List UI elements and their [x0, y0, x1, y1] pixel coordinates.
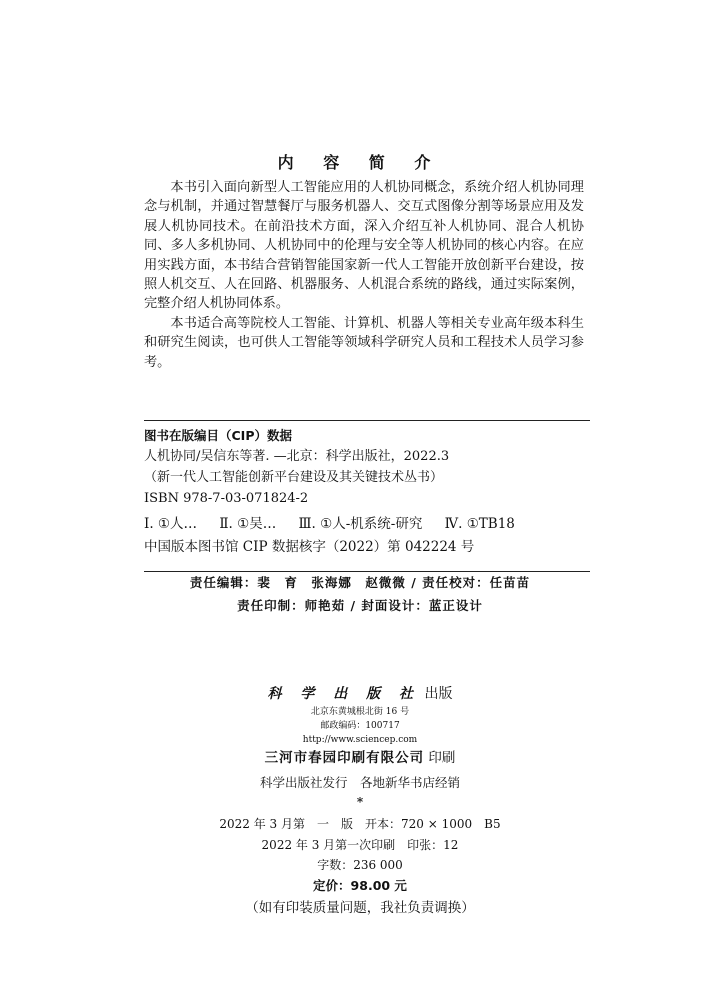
separator: *	[356, 795, 364, 809]
intro-paragraph: 本书适合高等院校人工智能、计算机、机器人等相关专业高年级本科生和研究生阅读，也可供人工智能等领域科学研究人员和工程技术人员学习参考。	[144, 315, 584, 370]
intro-title: 内 容 简 介	[277, 153, 443, 172]
printer-suffix: 印刷	[428, 750, 456, 766]
divider	[144, 571, 590, 572]
cip-classification	[144, 513, 590, 535]
printer-line	[0, 746, 720, 766]
staff-production: 责任印制：师艳茹 / 封面设计：蓝正设计	[237, 598, 483, 613]
publisher-address: 北京东黄城根北街 16 号	[310, 707, 410, 717]
quality-notice: （如有印装质量问题，我社负责调换）	[245, 900, 475, 916]
printing-line: 2022 年 3 月第一次印刷 印张：12	[261, 838, 459, 852]
publisher-name: 科 学 出 版 社	[267, 686, 421, 702]
cip-class-item: Ⅰ. ①人…	[144, 516, 198, 532]
cip-record: 中国版本图书馆 CIP 数据核字（2022）第 042224 号	[144, 539, 475, 555]
staff-editors: 责任编辑：裴 育 张海娜 赵微微 / 责任校对：任苗苗	[189, 575, 531, 590]
intro-paragraph: 本书引入面向新型人工智能应用的人机协同概念，系统介绍人机协同理念与机制，并通过智慧餐厅与服务机器人、交互式图像分割等场景应用及发展人机协同技术。在前沿技术方面，深入介绍互补人机协同、混合人机协同、多人多机协同、人机协同中的伦理与安全等人机协同的核心内容。在应用实践方面，本书结合营销智能国家新一代人工智能开放创新平台建设，按照人机交互、人在回路、机器服务、人机混合系统的路线，通过实际案例，完整介绍人机协同体系。	[144, 180, 584, 312]
printer-name: 三河市春园印刷有限公司	[264, 750, 425, 766]
intro-body	[144, 178, 584, 372]
cip-line: （新一代人工智能创新平台建设及其关键技术丛书）	[144, 470, 444, 485]
cip-class-item: Ⅲ. ①人-机系统-研究	[298, 516, 423, 532]
cip-block	[144, 426, 590, 558]
cip-line: 人机协同/吴信东等著. —北京：科学出版社，2022.3	[144, 449, 450, 464]
word-count: 字数：236 000	[317, 858, 403, 872]
divider	[144, 420, 590, 421]
publisher-url: http://www.sciencep.com	[302, 735, 418, 745]
publisher-suffix: 出版	[424, 686, 453, 702]
cip-class-item: Ⅱ. ①吴…	[219, 516, 277, 532]
cip-line: ISBN 978-7-03-071824-2	[144, 491, 309, 506]
edition-line: 2022 年 3 月第 一 版 开本：720 × 1000 B5	[219, 817, 501, 831]
publisher-postcode: 邮政编码：100717	[320, 721, 400, 731]
publisher-line	[0, 683, 720, 703]
cip-heading: 图书在版编目（CIP）数据	[144, 428, 292, 443]
distribution: 科学出版社发行 各地新华书店经销	[259, 775, 460, 790]
cip-class-item: Ⅳ. ①TB18	[444, 516, 515, 532]
price: 定价：98.00 元	[313, 878, 407, 893]
